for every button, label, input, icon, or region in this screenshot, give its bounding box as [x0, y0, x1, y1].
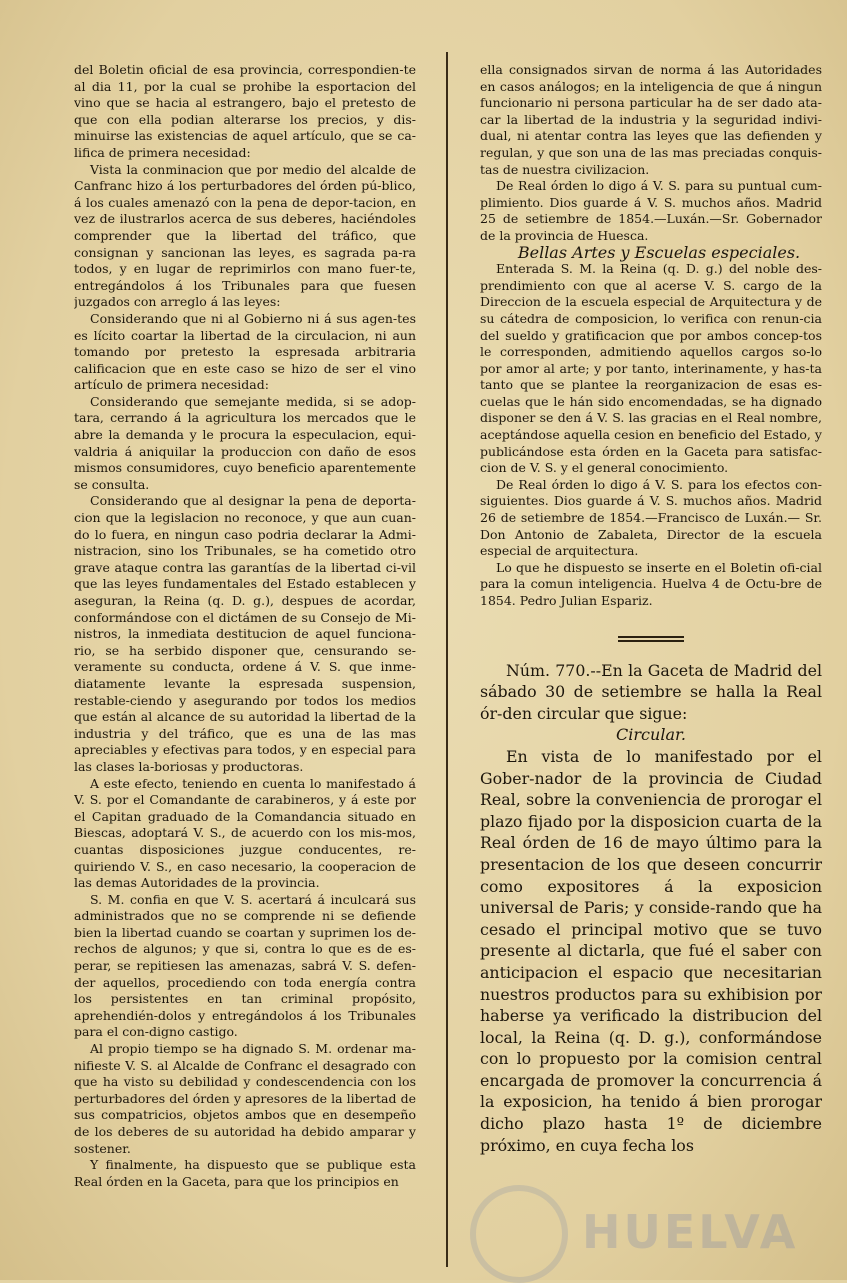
paragraph: Lo que he dispuesto se inserte en el Boletin ofi-cial para la comun inteligencia. Huelva 4 de Octu-bre de 1854. Pedro Julian Espariz. — [480, 559, 822, 608]
paragraph: Y finalmente, ha dispuesto que se publique esta Real órden en la Gaceta, para que los principios en — [74, 1157, 416, 1189]
paragraph: De Real órden lo digo á V. S. para su puntual cum-plimiento. Dios guarde á V. S. muchos años. Madrid 25 de setiembre de 1854.—Luxán.—Sr. Gobernador de la provincia de Huesca. — [480, 178, 822, 243]
paragraph: Considerando que semejante medida, si se adop-tara, cerrando á la agricultura los mercados que le abre la demanda y le procura la especulacion, equi-valdria á aniquilar la produccion con daño de esos mismos consumidores, cuyo beneficio aparentemente se consulta. — [74, 393, 416, 492]
paragraph: Vista la conminacion que por medio del alcalde de Canfranc hizo á los perturbadores del órden pú-blico, á los cuales amenazó con la pena de depor-tacion, en vez de ilustrarlos acerca de sus deberes, haciéndoles comprender que la libertad del tráfico, que consignan y sancionan las leyes, es sagrada pa-ra todos, y en lugar de reprimirlos con mano fuer-te, entregándolos á los Tribunales para que fuesen juzgados con arreglo á las leyes: — [74, 161, 416, 310]
watermark-text: HUELVA — [582, 1205, 799, 1259]
section-title: Bellas Artes y Escuelas especiales. — [517, 242, 801, 262]
watermark-seal-icon — [470, 1185, 568, 1283]
paragraph: A este efecto, teniendo en cuenta lo manifestado á V. S. por el Comandante de carabineros, y á este por el Capitan graduado de la Comandancia situado en Biescas, adoptará V. S., de acuerdo con los mis-mos, cuantas disposiciones juzgue conducentes, re-quiriendo V. S., en caso necesario, la cooperacion de las demas Autoridades de la provincia. — [74, 775, 416, 891]
paragraph: ella consignados sirvan de norma á las Autoridades en casos análogos; en la inteligencia de que á ningun funcionario ni persona particular ha de ser dado ata-car la libertad de la industria y la seguridad indivi-dual, ni atentar contra las leyes que las defienden y regulan, y que son una de las mas preciadas conquis-tas de nuestra civilizacion. — [480, 62, 822, 177]
paragraph: Considerando que ni al Gobierno ni á sus agen-tes es lícito coartar la libertad de la circulacion, ni aun tomando por pretesto la espresada arbitraria calificacion que en este caso se hizo de ser el vino artículo de primera necesidad: — [74, 310, 416, 393]
paragraph: Enterada S. M. la Reina (q. D. g.) del noble des-prendimiento con que al acerse V. S. cargo de la Direccion de la escuela especial de Arquitectura y de su cátedra de composicion, lo verifica con renun-cia del sueldo y gratificacion que por ambos concep-tos le corresponden, admitiendo aquellos cargos so-lo por amor al arte; y por tanto, interinamente, y has-ta tanto que se plantee la reorganizacion de esas es-cuelas que le hán sido encomendadas, se ha dignado disponer se den á V. S. las gracias en el Real nombre, aceptándose aquella cesion en beneficio del Estado, y publicándose esta órden en la Gaceta para satisfac-cion de V. S. y el general conocimiento. — [480, 261, 822, 476]
paragraph: del Boletin oficial de esa provincia, correspondien-te al dia 11, por la cual se prohibe la esportacion del vino que se hacia al estrangero, bajo el pretesto de que con ella podian alterarse los precios, y dis-minuirse las existencias de aquel artículo, que se ca-lifica de primera necesidad: — [74, 62, 416, 160]
paragraph: De Real órden lo digo á V. S. para los efectos con-siguientes. Dios guarde á V. S. muchos años. Madrid 26 de setiembre de 1854.—Francisco de Luxán.— Sr. Don Antonio de Zabaleta, Director de la escuela especial de arquitectura. — [480, 476, 822, 559]
left-column — [74, 62, 416, 1212]
circular-block — [480, 660, 822, 1157]
right-column — [480, 62, 822, 1212]
number-paragraph: Núm. 770.--En la Gaceta de Madrid del sábado 30 de setiembre se halla la Real ór-den circular que sigue: — [480, 660, 822, 723]
paragraph: Al propio tiempo se ha dignado S. M. ordenar ma-nifieste V. S. al Alcalde de Confranc el desagrado con que ha visto su debilidad y condescendencia con los perturbadores del órden y apresores de la libertad de sus compatricios, objetos ambos que en desempeño de los deberes de su autoridad ha debido amparar y sostener. — [74, 1041, 416, 1156]
paragraph: S. M. confia en que V. S. acertará á inculcará sus administrados que no se comprende ni se defiende bien la libertad cuando se coartan y suprimen los de-rechos de algunos; y que si, contra lo que es de es-perar, se repitiesen las amenazas, sabrá V. S. defen-der aquellos, procediendo con toda energía contra los persistentes en tan criminal propósito, aprehendién-dolos y entregándolos á los Tribunales para el con-digno castigo. — [74, 891, 416, 1040]
column-divider — [446, 52, 448, 1267]
separator-rule — [618, 636, 684, 642]
circular-text: En vista de lo manifestado por el Gober-nador de la provincia de Ciudad Real, sobre la conveniencia de prorogar el plazo fijado por la disposicion cuarta de la Real órden de 16 de mayo último para la presentacion de los que deseen concurrir como expositores á la exposicion universal de Paris; y conside-rando que ha cesado el principal motivo que se tuvo presente al dictarla, que fué el saber con anticipacion el espacio que necesitarian nuestros productos para su exhibision por haberse ya verificado la distribucion del local, la Reina (q. D. g.), conformándose con lo propuesto por la comision central encargada de promover la concurrencia á la exposicion, ha tenido á bien prorogar dicho plazo hasta 1º de diciembre próximo, en cuya fecha los — [480, 746, 822, 1155]
circular-title: Circular. — [616, 725, 686, 745]
paragraph: Considerando que al designar la pena de deporta-cion que la legislacion no reconoce, y que aun cuan-do lo fuera, en ningun caso podria declarar la Admi-nistracion, sino los Tribunales, se ha cometido otro grave ataque contra las garantías de la libertad ci-vil que las leyes fundamentales del Estado establecen y aseguran, la Reina (q. D. g.), despues de acordar, conformándose con el dictámen de su Consejo de Mi-nistros, la inmediata destitucion de aquel funciona-rio, se ha serbido disponer que, censurando se-veramente su conducta, ordene á V. S. que inme-diatamente levante la espresada suspension, restable-ciendo y asegurando por todos los medios que están al alcance de su autoridad la libertad de la industria y del tráfico, que es una de las mas apreciables y efectivas para todos, y en especial para las clases la-boriosas y productoras. — [74, 493, 416, 774]
